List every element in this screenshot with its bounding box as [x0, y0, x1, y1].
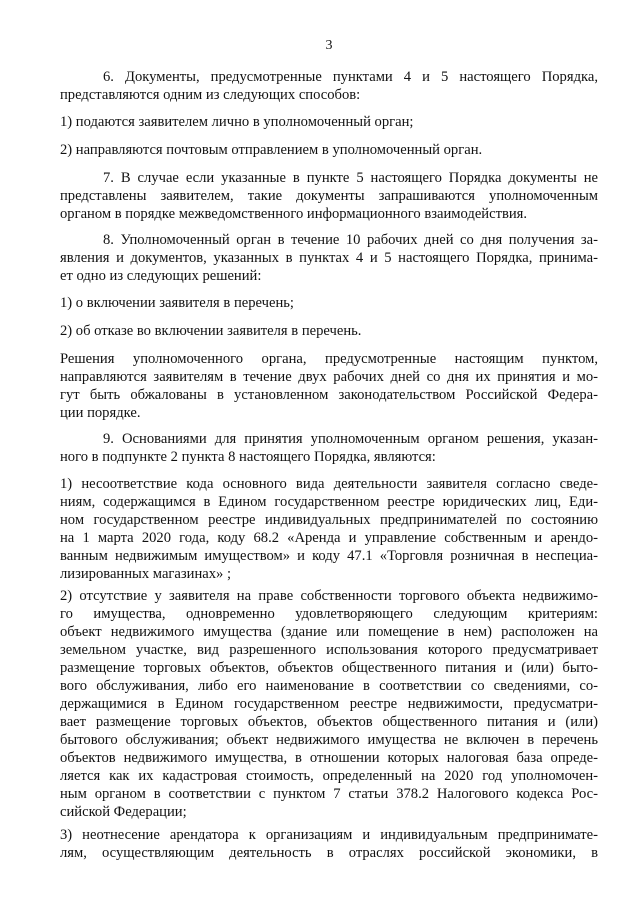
text-line: ниям, содержащимся в Едином государственном реестре юридических лиц, Еди- — [60, 494, 598, 510]
text-line: гут быть обжалованы в установленном законодательством Российской Федера- — [60, 387, 598, 403]
paragraph-8 — [60, 231, 598, 285]
text-line: ном государственном реестре индивидуальных предпринимателей по состоянию — [60, 512, 598, 528]
text-line: 9. Основаниями для принятия уполномоченным органом решения, указан- — [103, 431, 598, 447]
text-line: 6. Документы, предусмотренные пунктами 4 и 5 настоящего Порядка, — [103, 69, 598, 85]
paragraph-8-item-2 — [60, 322, 598, 340]
text-line: ванным недвижимым имуществом» и коду 47.1 «Торговля розничная в неспециа- — [60, 548, 598, 564]
text-line: Решения уполномоченного органа, предусмотренные настоящим пунктом, — [60, 351, 598, 367]
paragraph-7 — [60, 169, 598, 223]
paragraph-6-item-1 — [60, 113, 598, 131]
paragraph-8-decisions — [60, 350, 598, 422]
text-line: 8. Уполномоченный орган в течение 10 рабочих дней со дня получения за- — [103, 232, 598, 248]
text-line: лям, осуществляющим деятельность в отраслях российской экономики, в — [60, 845, 598, 861]
paragraph-9-item-1 — [60, 475, 598, 583]
page-number: 3 — [325, 38, 333, 53]
text-line: земельном участке, вид разрешенного использования которого предусматривает — [60, 642, 598, 658]
text-line: вает размещение торговых объектов, объектов общественного питания и (или) — [60, 714, 598, 730]
paragraph-8-item-1 — [60, 294, 598, 312]
text-line: бытового обслуживания; объект недвижимого имущества не включен в перечень — [60, 732, 598, 748]
text-line: 2) об отказе во включении заявителя в перечень. — [60, 323, 362, 339]
text-line: направляются заявителям в течение двух рабочих дней со дня их принятия и мо- — [60, 369, 598, 385]
paragraph-9-item-3 — [60, 826, 598, 862]
text-line: вого обслуживания, либо его наименование в соответствии со сведениями, со- — [60, 678, 598, 694]
text-line: 2) отсутствие у заявителя на праве собственности торгового объекта недвижимо- — [60, 588, 598, 604]
text-line: размещение торговых объектов, объектов общественного питания и (или) быто- — [60, 660, 598, 676]
paragraph-6 — [60, 68, 598, 104]
text-line: на 1 марта 2020 года, коду 68.2 «Аренда и управление собственным и арендо- — [60, 530, 598, 546]
text-line: сийской Федерации; — [60, 804, 187, 820]
paragraph-6-item-2 — [60, 141, 598, 159]
text-line: го имущества, одновременно удовлетворяющего следующим критериям: — [60, 606, 598, 622]
paragraph-9 — [60, 430, 598, 466]
text-line: 2) направляются почтовым отправлением в уполномоченный орган. — [60, 142, 483, 158]
text-line: ного в подпункте 2 пункта 8 настоящего Порядка, являются: — [60, 449, 436, 465]
text-line: 1) подаются заявителем лично в уполномоченный орган; — [60, 114, 414, 130]
text-line: 1) о включении заявителя в перечень; — [60, 295, 294, 311]
text-line: лизированных магазинах» ; — [60, 566, 232, 582]
text-line: ным органом в соответствии с пунктом 7 статьи 378.2 Налогового кодекса Рос- — [60, 786, 598, 802]
text-line: ляется как их кадастровая стоимость, определенный на 2020 год уполномочен- — [60, 768, 598, 784]
text-line: объектов недвижимого имущества, в отношении которых налоговая база опреде- — [60, 750, 598, 766]
text-line: объект недвижимого имущества (здание или помещение в нем) расположен на — [60, 624, 598, 640]
text-line: 1) несоответствие кода основного вида деятельности заявителя согласно сведе- — [60, 476, 598, 492]
text-line: органом в порядке межведомственного информационного взаимодействия. — [60, 206, 528, 222]
text-line: 7. В случае если указанные в пункте 5 настоящего Порядка документы не — [103, 170, 598, 186]
text-line: держащимися в Едином государственном реестре недвижимости, предусматри- — [60, 696, 598, 712]
text-line: ет одно из следующих решений: — [60, 268, 262, 284]
text-line: 3) неотнесение арендатора к организациям и индивидуальным предпринимате- — [60, 827, 598, 843]
text-line: представляются одним из следующих способов: — [60, 87, 361, 103]
text-line: ции порядке. — [60, 405, 141, 421]
text-line: явления и документов, указанных в пунктах 4 и 5 настоящего Порядка, принима- — [60, 250, 598, 266]
text-line: представлены заявителем, такие документы запрашиваются уполномоченным — [60, 188, 598, 204]
paragraph-9-item-2 — [60, 587, 598, 821]
